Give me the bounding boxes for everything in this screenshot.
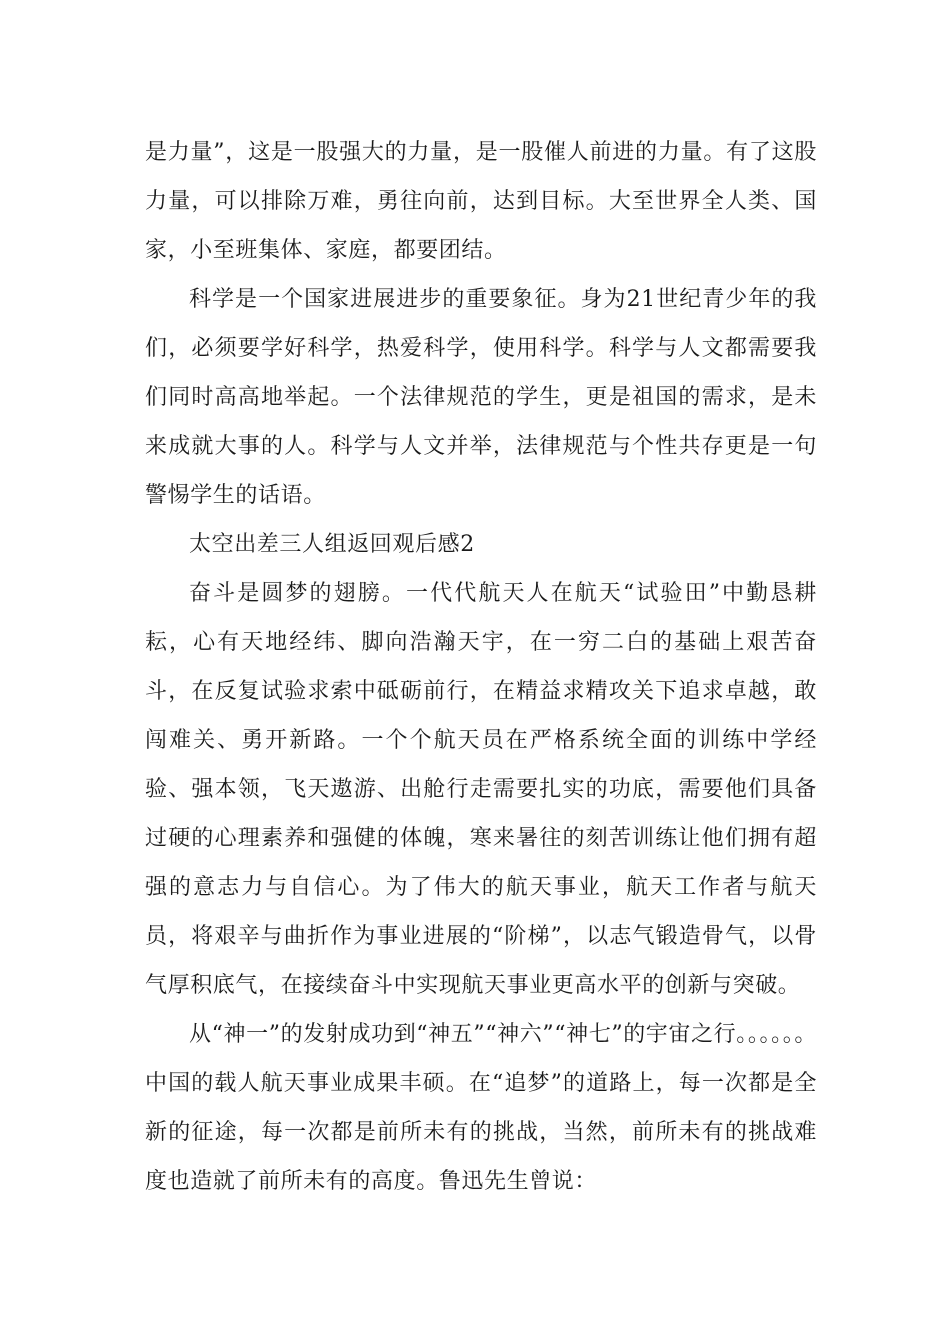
paragraph-shenzhou: 从“神一”的发射成功到“神五”“神六”“神七”的宇宙之行。。。。。。中国的载人航天事业成果丰硕。在“追梦”的道路上，每一次都是全新的征途，每一次都是前所未有的挑战，当然，前所未有的挑战难度也造就了前所未有的高度。鲁迅先生曾说：: [145, 1022, 817, 1194]
paragraph-continued: 是力量”，这是一股强大的力量，是一股催人前进的力量。有了这股力量，可以排除万难，勇往向前，达到目标。大至世界全人类、国家，小至班集体、家庭，都要团结。: [145, 140, 817, 263]
section-heading: 太空出差三人组返回观后感2: [189, 532, 475, 557]
paragraph-science: 科学是一个国家进展进步的重要象征。身为21世纪青少年的我们，必须要学好科学，热爱科学，使用科学。科学与人文都需要我们同时高高地举起。一个法律规范的学生，更是祖国的需求，是未来成就大事的人。科学与人文并举，法律规范与个性共存更是一句警惕学生的话语。: [145, 287, 817, 508]
paragraph-struggle: 奋斗是圆梦的翅膀。一代代航天人在航天“试验田”中勤恳耕耘，心有天地经纬、脚向浩瀚天宇，在一穷二白的基础上艰苦奋斗，在反复试验求索中砥砺前行，在精益求精攻关下追求卓越，敢闯难关、勇开新路。一个个航天员在严格系统全面的训练中学经验、强本领，飞天遨游、出舱行走需要扎实的功底，需要他们具备过硬的心理素养和强健的体魄，寒来暑往的刻苦训练让他们拥有超强的意志力与自信心。为了伟大的航天事业，航天工作者与航天员，将艰辛与曲折作为事业进展的“阶梯”，以志气锻造骨气，以骨气厚积底气，在接续奋斗中实现航天事业更高水平的创新与突破。: [145, 581, 817, 998]
document-body: [145, 128, 817, 1206]
